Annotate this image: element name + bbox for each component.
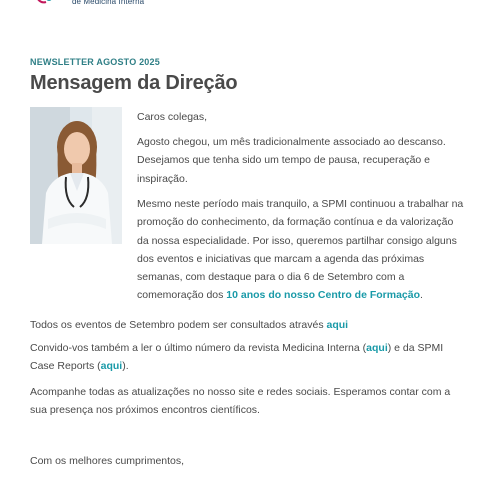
paragraph-2-before: Mesmo neste período mais tranquilo, a SPMI continuou a trabalhar na promoção do conhecimento, da formação contínua e da valorização da nossa especialidade. Por isso, queremos partilhar consigo alguns dos eventos e iniciativas que marcam a agenda das próximas semanas, com destaque para o dia 6 de Setembro com a comemoração dos <box>137 198 464 302</box>
paragraph-3-text: Todos os eventos de Setembro podem ser consultados através <box>30 319 327 331</box>
paragraph-4-text-b: ) e da SPMI Case Reports ( <box>30 342 444 373</box>
closing: Com os melhores cumprimentos, <box>30 455 185 467</box>
paragraph-2-text <box>30 195 464 305</box>
newsletter-content <box>30 56 466 96</box>
paragraph-3 <box>30 316 464 334</box>
paragraph-1: Agosto chegou, um mês tradicionalmente associado ao descanso. Desejamos que tenha sido um tempo de pausa, recuperação e inspiração. <box>137 136 446 185</box>
eventos-link[interactable]: aqui <box>326 319 349 331</box>
paragraph-2-after: . <box>420 289 423 302</box>
case-reports-link[interactable]: aqui <box>100 360 123 373</box>
spmi-logo-icon[interactable] <box>34 0 54 6</box>
paragraph-5: Acompanhe todas as atualizações no nosso site e redes sociais. Esperamos contar com a sua presença nos próximos encontros científicos. <box>30 386 451 417</box>
paragraph-4 <box>30 339 464 376</box>
paragraph-4-text-a: Convido-vos também a ler o último número da revista Medicina Interna ( <box>30 342 367 354</box>
page-title: Mensagem da Direção <box>30 72 238 94</box>
header-bar <box>0 0 500 16</box>
greeting: Caros colegas, <box>137 111 208 123</box>
paragraph-2 <box>30 195 464 305</box>
org-name: de Medicina Interna <box>72 0 145 6</box>
newsletter-kicker: NEWSLETTER AGOSTO 2025 <box>30 57 160 67</box>
paragraph-4-text-c: ). <box>122 360 129 373</box>
centro-formacao-highlight[interactable]: 10 anos do nosso Centro de Formação <box>226 289 421 302</box>
revista-link[interactable]: aqui <box>366 342 388 354</box>
